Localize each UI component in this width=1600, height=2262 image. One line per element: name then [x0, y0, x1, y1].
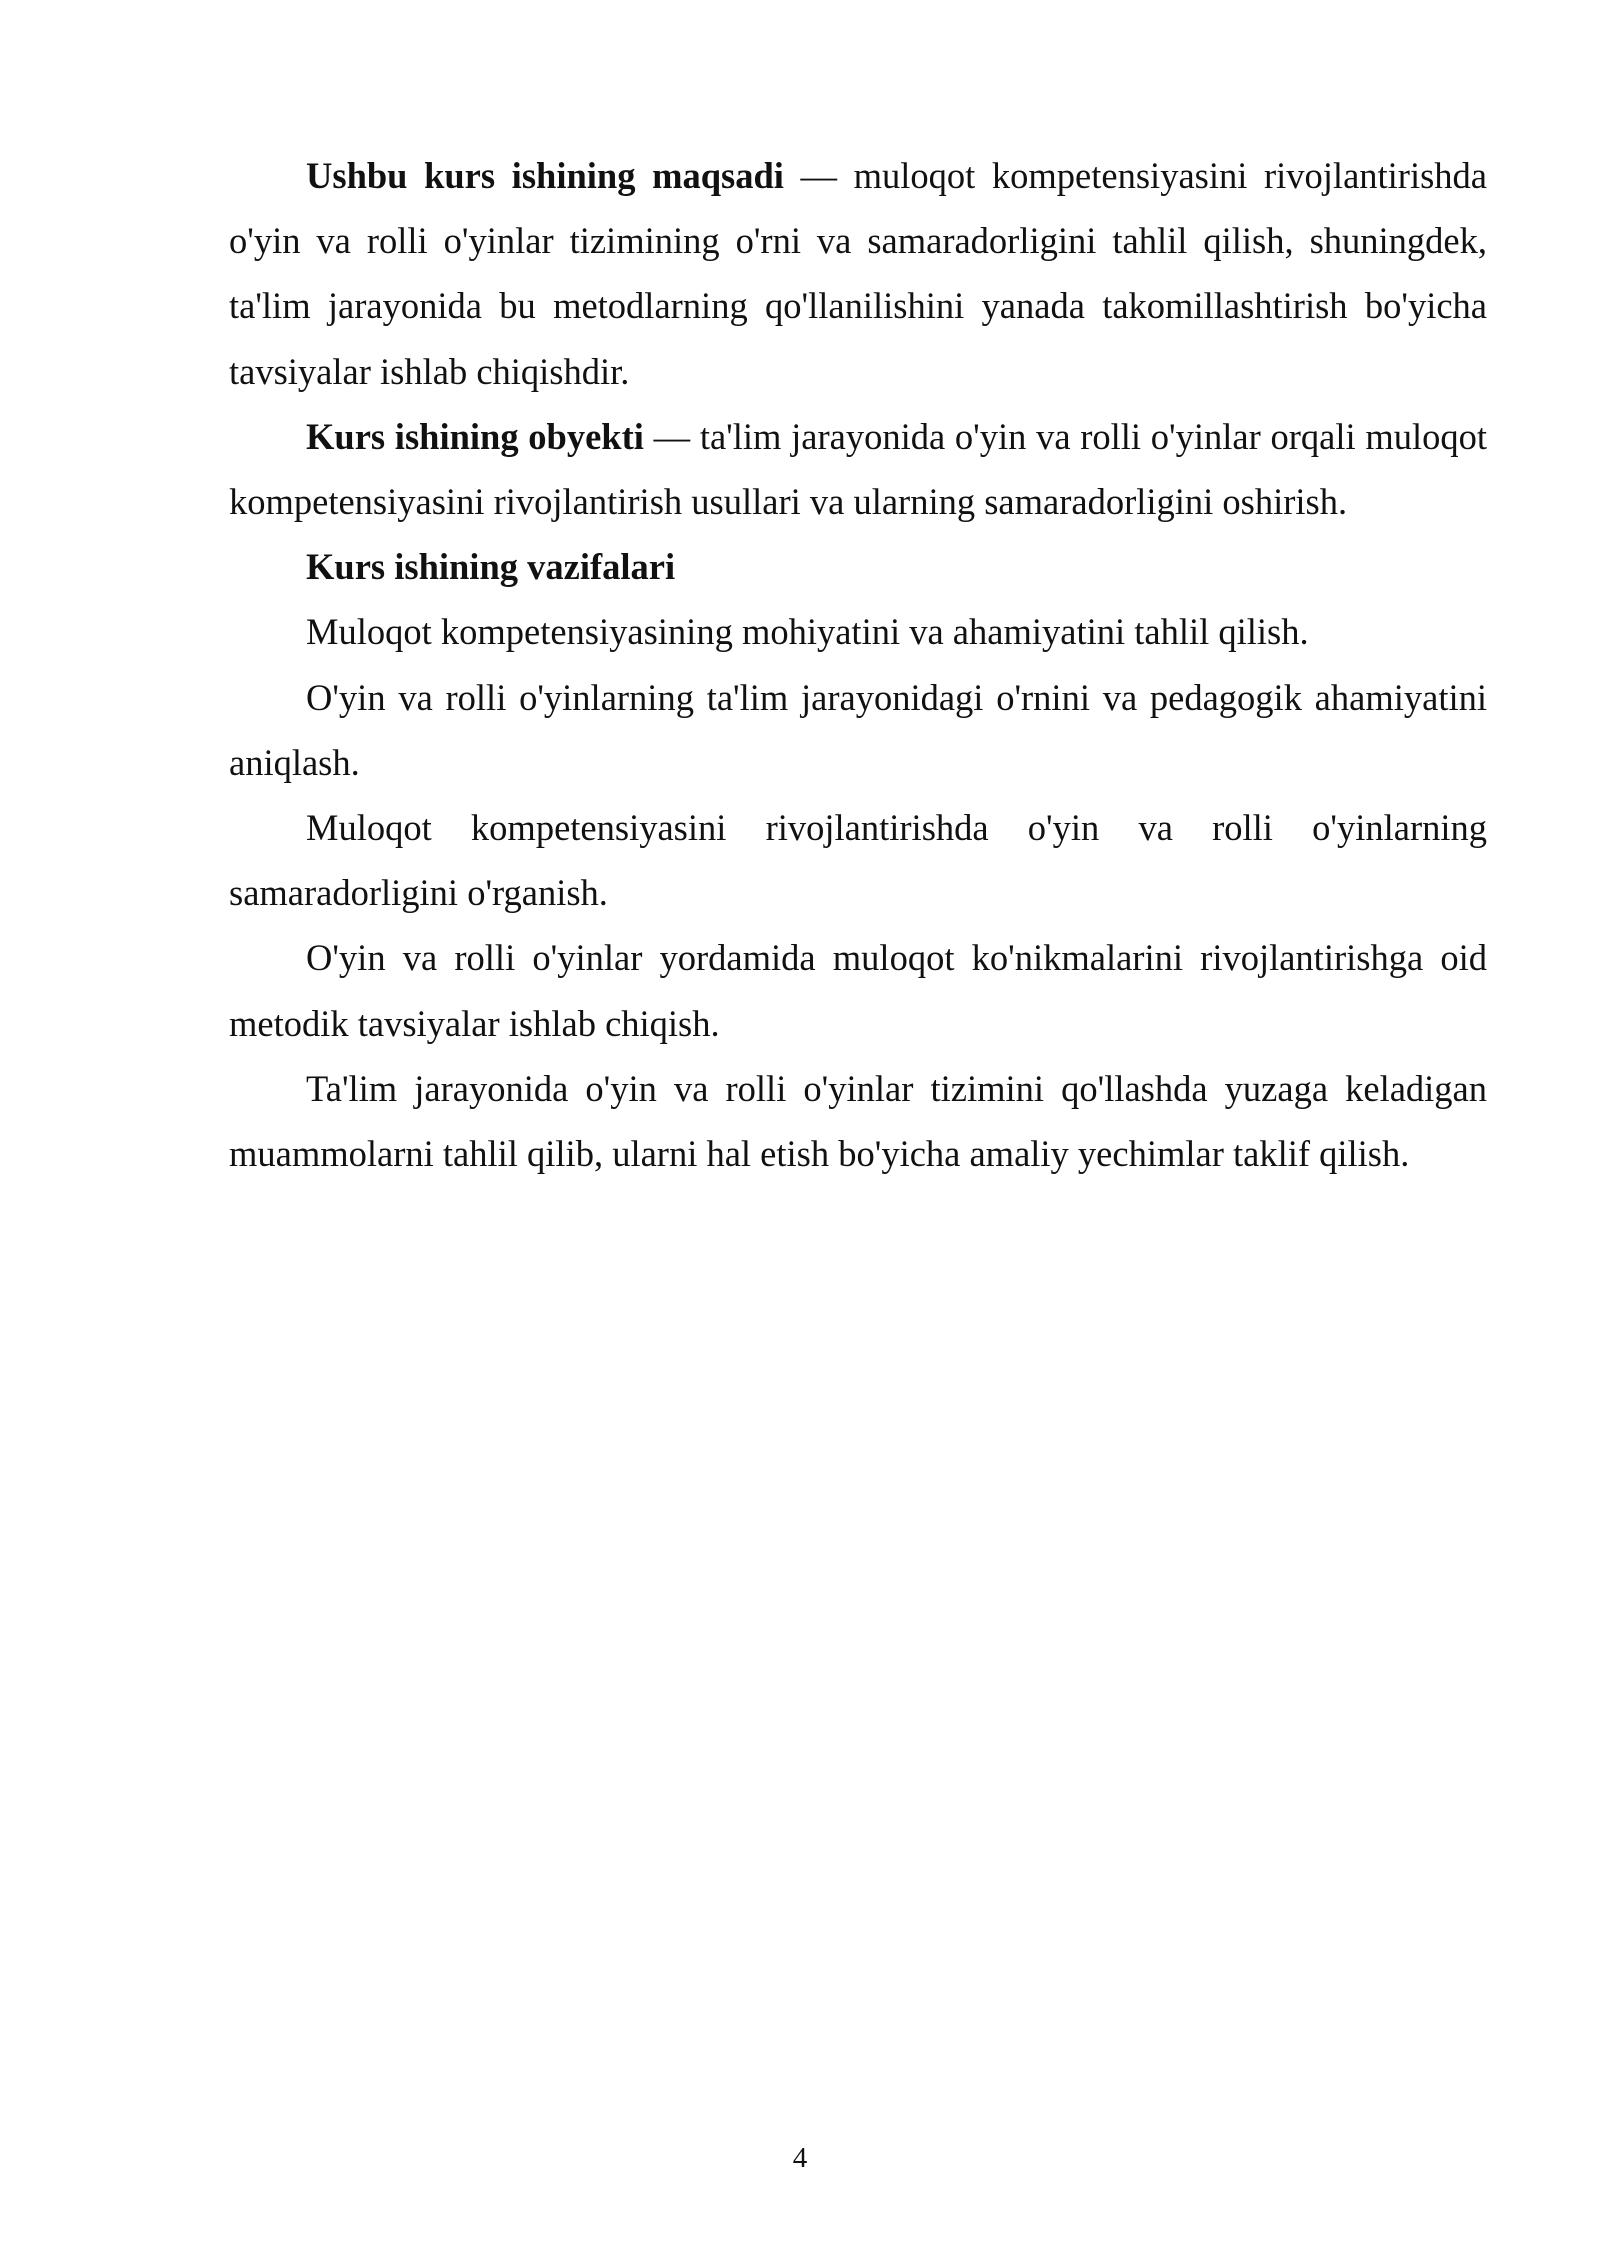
page-number: 4 [792, 2142, 808, 2174]
task-item: O'yin va rolli o'yinlar yordamida muloqot ko'nikmalarini rivojlantirishga oid metodik tavsiyalar ishlab chiqish. [229, 937, 1487, 1044]
tasks-heading: Kurs ishining vazifalari [306, 546, 676, 588]
goal-paragraph [229, 143, 1487, 404]
task-item: Muloqot kompetensiyasini rivojlantirishda o'yin va rolli o'yinlarning samaradorligini o'rganish. [229, 807, 1487, 914]
goal-text: — muloqot kompetensiyasini rivojlantirishda o'yin va rolli o'yinlar tizimining o'rni va samaradorligini tahlil qilish, shuningdek, ta'lim jarayonida bu metodlarning qo'llanilishini yanada takomillashtirish bo'yicha tavsiyalar ishlab chiqishdir. [229, 155, 1487, 392]
object-lead: Kurs ishining obyekti [306, 415, 644, 457]
object-paragraph [229, 404, 1487, 534]
task-item: Ta'lim jarayonida o'yin va rolli o'yinlar tizimini qo'llashda yuzaga keladigan muammolarni tahlil qilib, ularni hal etish bo'yicha amaliy yechimlar taklif qilish. [229, 1067, 1487, 1175]
task-item: Muloqot kompetensiyasining mohiyatini va ahamiyatini tahlil qilish. [306, 611, 1309, 653]
task-item: O'yin va rolli o'yinlarning ta'lim jarayonidagi o'rnini va pedagogik ahamiyatini aniqlash. [229, 676, 1487, 783]
goal-lead: Ushbu kurs ishining maqsadi [306, 155, 784, 196]
object-text: — ta'lim jarayonida o'yin va rolli o'yinlar orqali muloqot kompetensiyasini rivojlantirish usullari va ularning samaradorligini oshirish. [229, 415, 1487, 523]
page-body [229, 143, 1487, 1186]
